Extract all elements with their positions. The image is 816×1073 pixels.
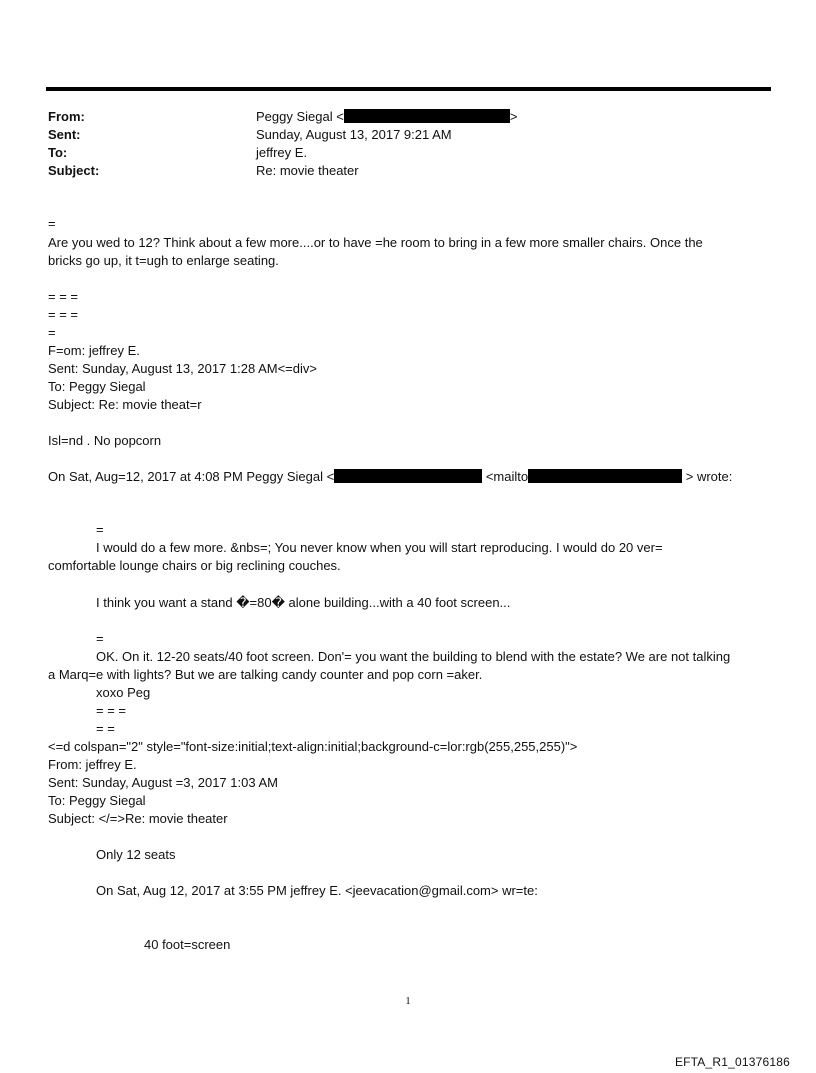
document-id: EFTA_R1_01376186 — [674, 1055, 790, 1069]
redaction-block — [344, 109, 510, 123]
body-line: I would do a few more. &nbs=; You never know when you will start reproducing. I would do 20 ver= — [96, 540, 663, 555]
body-line: 40 foot=screen — [144, 937, 231, 952]
sent-value: Sunday, August 13, 2017 9:21 AM — [256, 127, 452, 142]
wrote-text: > wrote: — [685, 469, 733, 484]
to-value: jeffrey E. — [256, 145, 308, 160]
quoted-intro: On Sat, Aug=12, 2017 at 4:08 PM Peggy Siegal < — [48, 469, 335, 484]
redaction-block — [528, 469, 682, 483]
body-line: comfortable lounge chairs or big reclining couches. — [48, 558, 341, 573]
to-label: To: — [48, 145, 68, 160]
body-line: bricks go up, it t=ugh to enlarge seating. — [48, 253, 279, 268]
body-line: Subject: Re: movie theat=r — [48, 397, 202, 412]
from-label: From: — [48, 109, 85, 124]
page-number: 1 — [405, 995, 411, 1007]
body-line: = — [48, 216, 56, 231]
body-line: To: Peggy Siegal — [48, 793, 146, 808]
body-line: a Marq=e with lights? But we are talking candy counter and pop corn =aker. — [48, 667, 483, 682]
body-line: = — [48, 325, 56, 340]
body-line: I think you want a stand �=80� alone building...with a 40 foot screen... — [96, 595, 511, 610]
from-close: > — [509, 109, 518, 124]
subject-label: Subject: — [48, 163, 100, 178]
body-line: Are you wed to 12? Think about a few more....or to have =he room to bring in a few more smaller chairs. Once the — [48, 235, 703, 250]
body-line: = = = — [96, 703, 126, 718]
body-line: On Sat, Aug 12, 2017 at 3:55 PM jeffrey E. <jeevacation@gmail.com> wr=te: — [96, 883, 538, 898]
body-line: = — [96, 522, 104, 537]
body-line: From: jeffrey E. — [48, 757, 137, 772]
from-value — [256, 108, 517, 126]
body-line: F=om: jeffrey E. — [48, 343, 140, 358]
sent-label: Sent: — [48, 127, 81, 142]
body-line: = = = — [48, 307, 78, 322]
body-line: Sent: Sunday, August 13, 2017 1:28 AM<=div> — [48, 361, 317, 376]
header-rule — [46, 87, 771, 91]
subject-value: Re: movie theater — [256, 163, 359, 178]
body-line: = = — [96, 721, 115, 736]
body-line: = = = — [48, 289, 78, 304]
body-line: To: Peggy Siegal — [48, 379, 146, 394]
body-line: = — [96, 631, 104, 646]
body-line: Isl=nd . No popcorn — [48, 433, 162, 448]
quoted-header-line — [48, 468, 732, 485]
from-name: Peggy Siegal < — [256, 109, 344, 124]
mailto-text: <mailto — [485, 469, 529, 484]
body-line: Subject: </=>Re: movie theater — [48, 811, 228, 826]
body-line: Sent: Sunday, August =3, 2017 1:03 AM — [48, 775, 278, 790]
body-line: OK. On it. 12-20 seats/40 foot screen. Don'= you want the building to blend with the estate? We are not talking — [96, 649, 731, 664]
body-line: <=d colspan="2" style="font-size:initial;text-align:initial;background-c=lor:rgb(255,255,255)"> — [48, 739, 578, 754]
body-line: xoxo Peg — [96, 685, 151, 700]
body-line: Only 12 seats — [96, 847, 176, 862]
redaction-block — [334, 469, 482, 483]
